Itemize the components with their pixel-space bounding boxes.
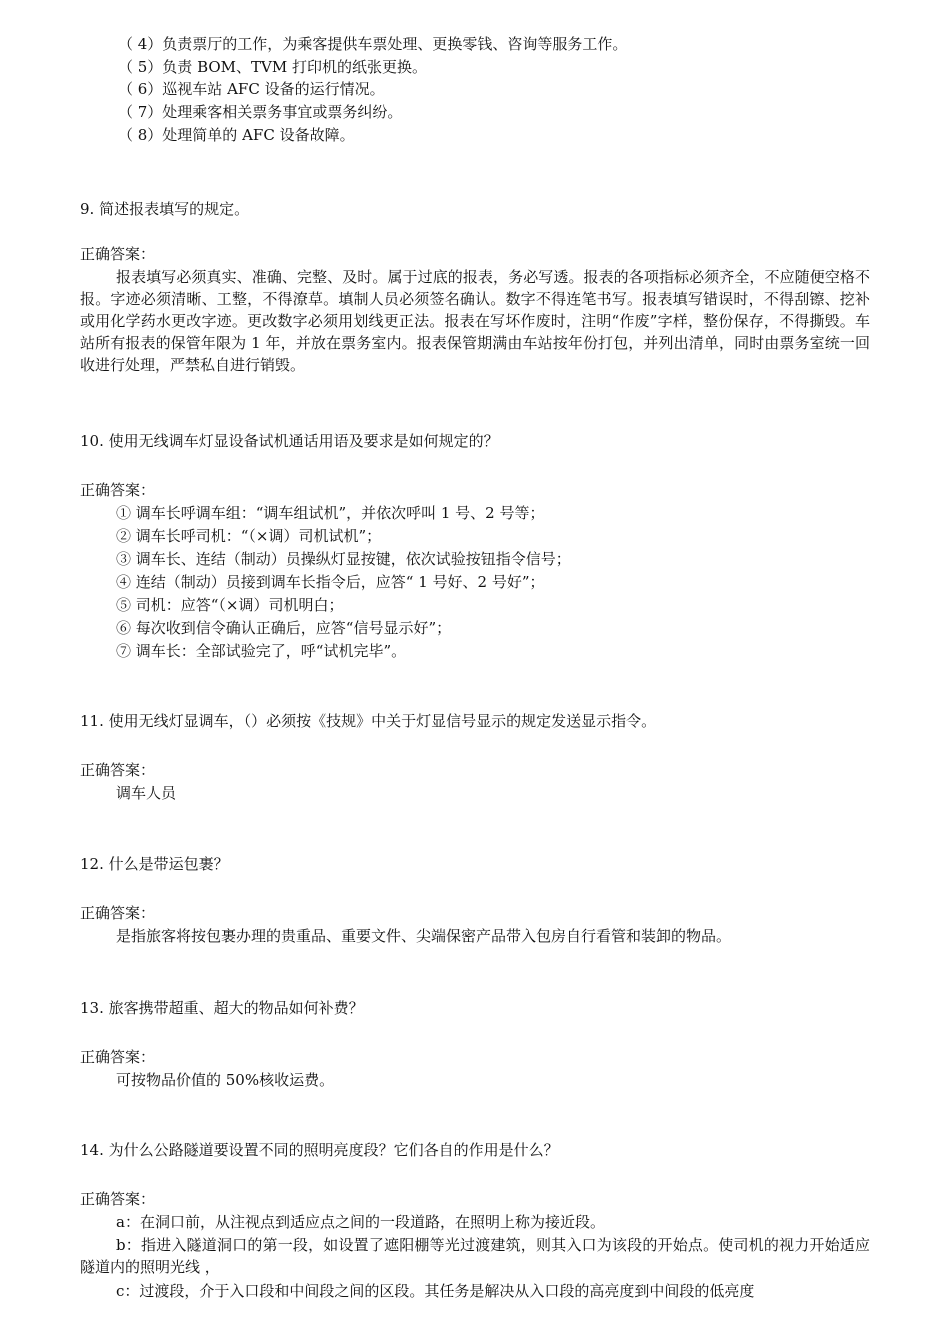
answer-10-item: ③ 调车长、连结（制动）员操纵灯显按键，依次试验按钮指令信号； xyxy=(116,550,571,568)
question-10: 10. 使用无线调车灯显设备试机通话用语及要求是如何规定的？ xyxy=(80,432,499,450)
answer-label: 正确答案： xyxy=(80,1048,156,1066)
question-11: 11. 使用无线灯显调车，（）必须按《技规》中关于灯显信号显示的规定发送显示指令。 xyxy=(80,712,657,730)
answer-9-paragraph: 报表填写必须真实、准确、完整、及时。属于过底的报表，务必写透。报表的各项指标必须齐全，不应随便空格不报。字迹必须清晰、工整，不得潦草。填制人员必须签名确认。数字不得连笔书写。报表填写错误时，不得刮镲、挖补或用化学药水更改字迹。更改数字必须用划线更正法。报表在写坏作废时，注明“作废”字样，整份保存，不得撕毁。车站所有报表的保管年限为 1 年，并放在票务室内。报表保管期满由车站按年份打包，并列出清单，同时由票务室统一回收进行处理，严禁私自进行销毁。 xyxy=(80,268,870,374)
question-12: 12. 什么是带运包裹？ xyxy=(80,855,229,873)
answer-label: 正确答案： xyxy=(80,245,156,263)
list-item: （ 5）负责 BOM、TVM 打印机的纸张更换。 xyxy=(118,58,428,76)
answer-11: 调车人员 xyxy=(116,784,177,802)
list-item: （ 8）处理简单的 AFC 设备故障。 xyxy=(118,126,355,144)
question-9: 9. 简述报表填写的规定。 xyxy=(80,200,250,218)
answer-12: 是指旅客将按包裹办理的贵重品、重要文件、尖端保密产品带入包房自行看管和装卸的物品。 xyxy=(116,927,732,945)
question-14: 14. 为什么公路隧道要设置不同的照明亮度段？它们各自的作用是什么？ xyxy=(80,1141,559,1159)
answer-10-item: ② 调车长呼司机：“（×调）司机试机”； xyxy=(116,527,382,545)
list-item: （ 7）处理乘客相关票务事宜或票务纠纷。 xyxy=(118,103,403,121)
answer-label: 正确答案： xyxy=(80,481,156,499)
list-item: （ 4）负责票厅的工作，为乘客提供车票处理、更换零钱、咨询等服务工作。 xyxy=(118,35,628,53)
answer-label: 正确答案： xyxy=(80,1190,156,1208)
list-item: （ 6）巡视车站 AFC 设备的运行情况。 xyxy=(118,80,385,98)
answer-14-a: a：在洞口前，从注视点到适应点之间的一段道路，在照明上称为接近段。 xyxy=(116,1213,605,1231)
answer-10-item: ⑤ 司机：应答“（×调）司机明白； xyxy=(116,596,344,614)
answer-label: 正确答案： xyxy=(80,904,156,922)
answer-10-item: ④ 连结（制动）员接到调车长指令后，应答“ 1 号好、2 号好”； xyxy=(116,573,545,591)
answer-10-item: ⑥ 每次收到信令确认正确后，应答“信号显示好”； xyxy=(116,619,452,637)
answer-10-item: ⑦ 调车长：全部试验完了，呼“试机完毕”。 xyxy=(116,642,407,660)
answer-label: 正确答案： xyxy=(80,761,156,779)
question-13: 13. 旅客携带超重、超大的物品如何补费？ xyxy=(80,999,364,1017)
answer-14-b: b：指进入隧道洞口的第一段，如设置了遮阳棚等光过渡建筑，则其入口为该段的开始点。使司机的视力开始适应隧道内的照明光线 ， xyxy=(80,1236,870,1276)
answer-10-item: ① 调车长呼调车组：“调车组试机”，并依次呼叫 1 号、2 号等； xyxy=(116,504,545,522)
answer-14-c: c：过渡段，介于入口段和中间段之间的区段。其任务是解决从入口段的高亮度到中间段的低亮度 xyxy=(116,1282,755,1300)
answer-13: 可按物品价值的 50%核收运费。 xyxy=(116,1071,335,1089)
